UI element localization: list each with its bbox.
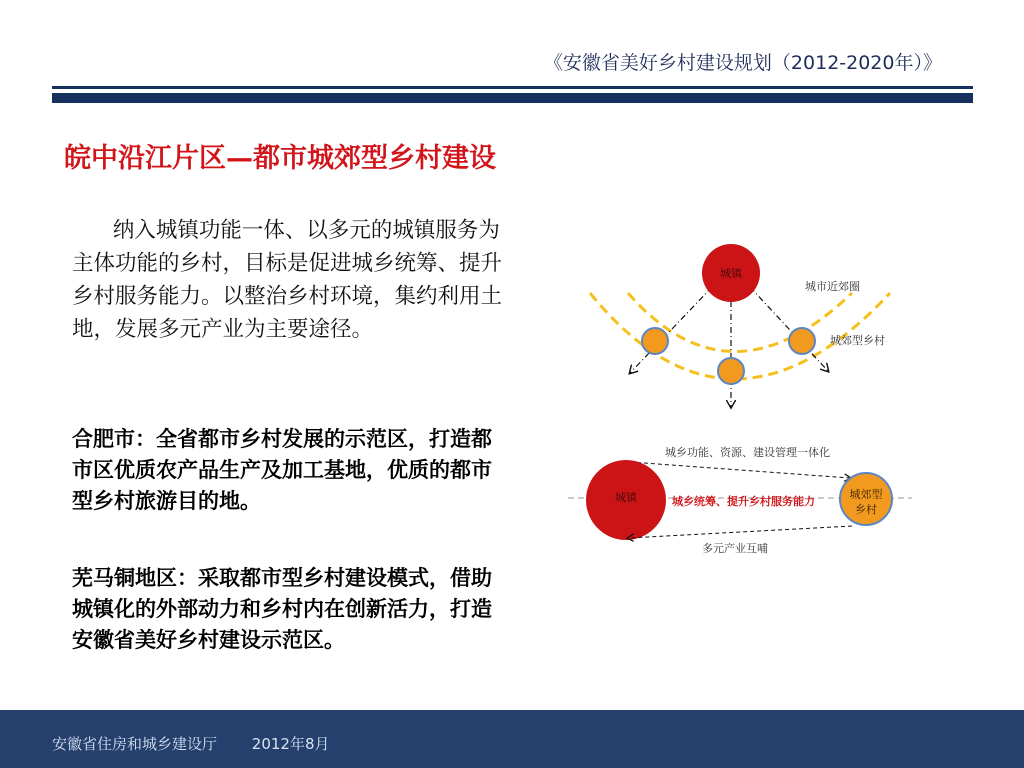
balance-label: 城乡统筹、提升乡村服务能力 [672,495,815,508]
bottom-arrow [628,526,852,538]
village-type-label: 城郊型乡村 [830,334,885,347]
spoke-right [750,287,828,371]
village-node-center [718,358,744,384]
footer-org: 安徽省住房和城乡建设厅 [52,735,218,753]
village-node-label-2: 乡村 [855,503,877,516]
wuma-description: 芜马铜地区：采取都市型乡村建设模式，借助城镇化的外部动力和乡村内在创新活力，打造安徽省美好乡村建设示范区。 [72,566,492,652]
intro-paragraph [72,214,517,346]
integration-label: 城乡功能、资源、建设管理一体化 [665,446,830,459]
village-node-label-1: 城郊型 [849,488,883,501]
top-arrow [630,462,850,478]
town-node-label: 城镇 [720,267,742,280]
hefei-description: 合肥市：全省都市乡村发展的示范区，打造都市区优质农产品生产及加工基地，优质的都市型乡村旅游目的地。 [72,427,492,513]
section-title: 皖中沿江片区—都市城郊型乡村建设 [64,143,496,174]
urban-rural-integration-diagram [560,440,920,565]
document-title: 《安徽省美好乡村建设规划（2012-2020年）》 [543,52,942,74]
urban-ring-diagram [560,235,920,425]
town-node-large-label: 城镇 [615,491,637,504]
footer-info [52,733,360,754]
footer-date: 2012年8月 [251,735,330,753]
header-rule-thin [52,86,973,89]
village-node-right [789,328,815,354]
intro-text: 纳入城镇功能一体、以多元的城镇服务为主体功能的乡村，目标是促进城乡统筹、提升乡村服务能力。以整治乡村环境，集约利用土地，发展多元产业为主要途径。 [72,218,503,342]
village-node-left [642,328,668,354]
industry-label: 多元产业互哺 [702,542,768,555]
header-rule-thick [52,93,973,103]
ring-label: 城市近郊圈 [805,280,860,293]
